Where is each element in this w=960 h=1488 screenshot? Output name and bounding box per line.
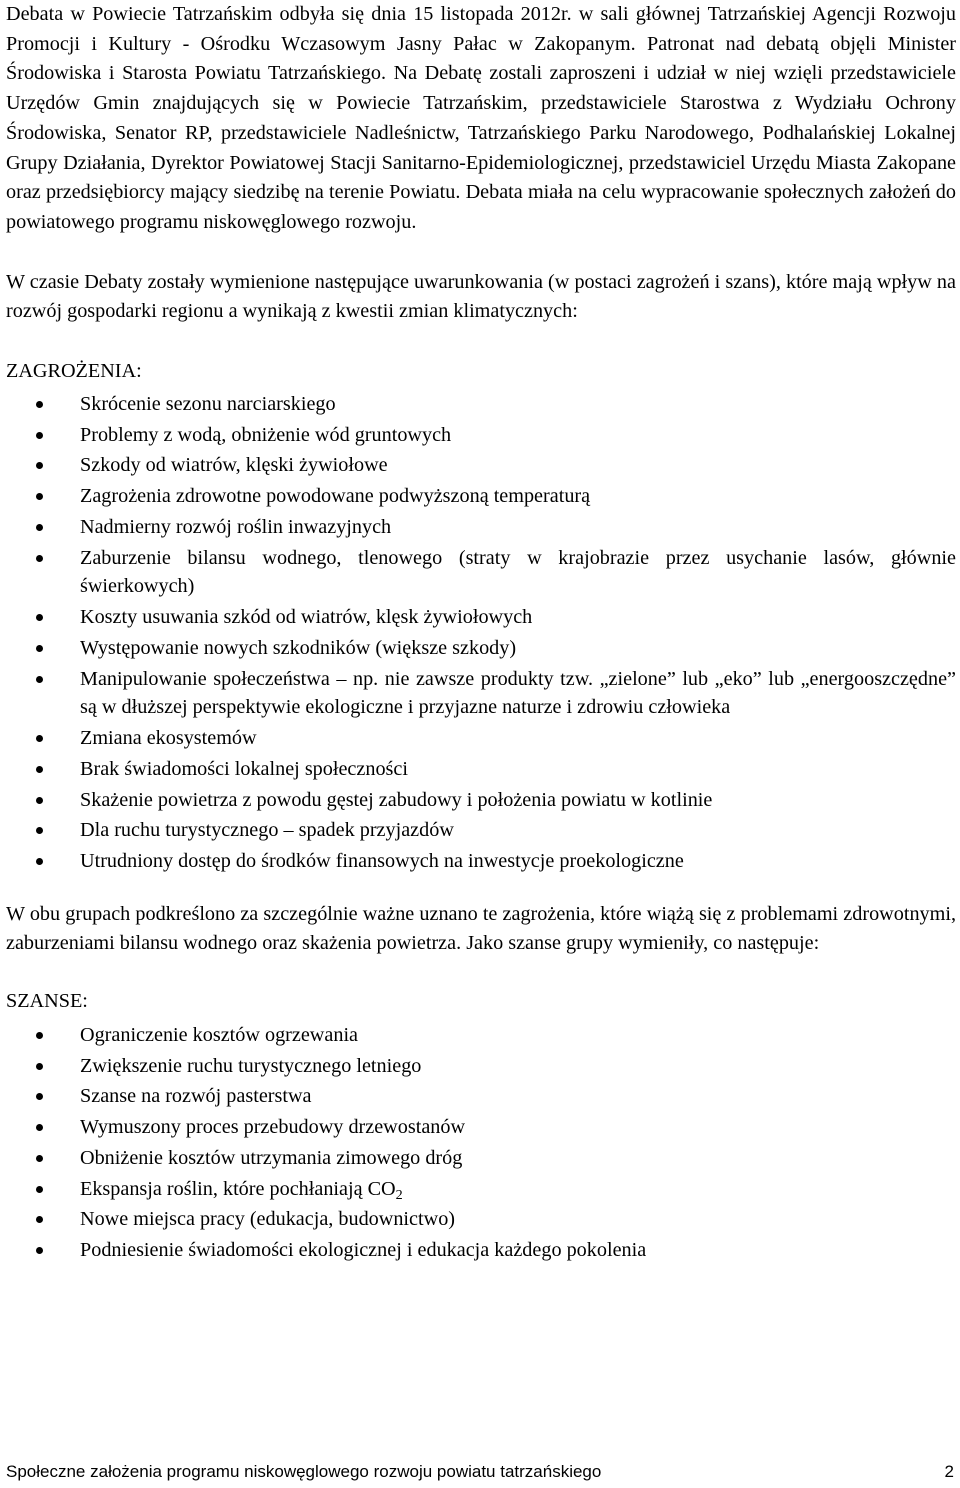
list-item: Utrudniony dostęp do środków finansowych na inwestycje proekologiczne — [6, 847, 956, 876]
document-page — [6, 0, 956, 1267]
bullet-icon — [36, 614, 43, 621]
opportunities-list — [6, 1021, 956, 1265]
bullet-icon — [36, 524, 43, 531]
threats-list — [6, 390, 956, 876]
list-item: Występowanie nowych szkodników (większe szkody) — [6, 634, 956, 663]
bullet-icon — [36, 555, 43, 562]
page-number: 2 — [944, 1462, 954, 1481]
list-item: Szkody od wiatrów, klęski żywiołowe — [6, 451, 956, 480]
list-item: Nowe miejsca pracy (edukacja, budownictwo) — [6, 1205, 956, 1234]
bullet-icon — [36, 827, 43, 834]
list-item: Ograniczenie kosztów ogrzewania — [6, 1021, 956, 1050]
list-item: Manipulowanie społeczeństwa – np. nie zawsze produkty tzw. „zielone” lub „eko” lub „energooszczędne” są w dłuższej perspektywie ekologiczne i przyjazne naturze i zdrowiu człowieka — [6, 665, 956, 722]
intro-paragraph: Debata w Powiecie Tatrzańskim odbyła się dnia 15 listopada 2012r. w sali głównej Tatrzańskiej Agencji Rozwoju Promocji i Kultury - Ośrodku Wczasowym Jasny Pałac w Zakopanym. Patronat nad debatą objęli Minister Środowiska i Starosta Powiatu Tatrzańskiego. Na Debatę zostali zaproszeni i udział w niej wzięli przedstawiciele Urzędów Gmin znajdujących się w Powiecie Tatrzańskim, przedstawiciele Starostwa z Wydziału Ochrony Środowiska, Senator RP, przedstawiciele Nadleśnictw, Tatrzańskiego Parku Narodowego, Podhalańskiej Lokalnej Grupy Działania, Dyrektor Powiatowej Stacji Sanitarno-Epidemiologicznej, przedstawiciel Urzędu Miasta Zakopane oraz przedsiębiorcy mający siedzibę na terenie Powiatu. Debata miała na celu wypracowanie społecznych założeń do powiatowego programu niskowęglowego rozwoju. — [6, 3, 956, 233]
list-item: Dla ruchu turystycznego – spadek przyjazdów — [6, 816, 956, 845]
co2-subscript: 2 — [395, 1186, 403, 1203]
bullet-icon — [36, 858, 43, 865]
bullet-icon — [36, 401, 43, 408]
list-item: Szanse na rozwój pasterstwa — [6, 1082, 956, 1111]
list-item: Koszty usuwania szkód od wiatrów, klęsk żywiołowych — [6, 603, 956, 632]
bullet-icon — [36, 1063, 43, 1070]
bullet-icon — [36, 1247, 43, 1254]
list-item: Podniesienie świadomości ekologicznej i edukacja każdego pokolenia — [6, 1236, 956, 1265]
list-item: Skrócenie sezonu narciarskiego — [6, 390, 956, 419]
bullet-icon — [36, 735, 43, 742]
bullet-icon — [36, 432, 43, 439]
list-item: Nadmierny rozwój roślin inwazyjnych — [6, 513, 956, 542]
list-item: Zaburzenie bilansu wodnego, tlenowego (straty w krajobrazie przez usychanie lasów, głównie świerkowych) — [6, 544, 956, 601]
opportunities-heading: SZANSE: — [6, 990, 88, 1012]
bullet-icon — [36, 462, 43, 469]
bullet-icon — [36, 797, 43, 804]
list-item: Zmiana ekosystemów — [6, 724, 956, 753]
list-item: Obniżenie kosztów utrzymania zimowego dróg — [6, 1144, 956, 1173]
threats-heading: ZAGROŻENIA: — [6, 360, 142, 383]
list-item: Zagrożenia zdrowotne powodowane podwyższoną temperaturą — [6, 482, 956, 511]
bullet-icon — [36, 676, 43, 683]
bullet-icon — [36, 1124, 43, 1131]
summary-paragraph: W obu grupach podkreślono za szczególnie ważne uznano te zagrożenia, które wiążą się z problemami zdrowotnymi, zaburzeniami bilansu wodnego oraz skażenia powietrza. Jako szanse grupy wymieniły, co następuje: — [6, 902, 956, 955]
list-item: Zwiększenie ruchu turystycznego letniego — [6, 1052, 956, 1081]
list-item: Ekspansja roślin, które pochłaniają $CO_2$ — [6, 1175, 956, 1204]
page-footer — [6, 1460, 954, 1484]
bullet-icon — [36, 1155, 43, 1162]
list-item: Wymuszony proces przebudowy drzewostanów — [6, 1113, 956, 1142]
bullet-icon — [36, 645, 43, 652]
list-item: Problemy z wodą, obniżenie wód gruntowych — [6, 421, 956, 450]
conditions-paragraph: W czasie Debaty zostały wymienione następujące uwarunkowania (w postaci zagrożeń i szans), które mają wpływ na rozwój gospodarki regionu a wynikają z kwestii zmian klimatycznych: — [6, 270, 956, 323]
bullet-icon — [36, 766, 43, 773]
bullet-icon — [36, 1032, 43, 1039]
bullet-icon — [36, 493, 43, 500]
footer-title: Społeczne założenia programu niskowęglowego rozwoju powiatu tatrzańskiego — [6, 1462, 602, 1481]
bullet-icon — [36, 1186, 43, 1193]
bullet-icon — [36, 1093, 43, 1100]
bullet-icon — [36, 1216, 43, 1223]
list-item: Brak świadomości lokalnej społeczności — [6, 755, 956, 784]
list-item: Skażenie powietrza z powodu gęstej zabudowy i położenia powiatu w kotlinie — [6, 786, 956, 815]
